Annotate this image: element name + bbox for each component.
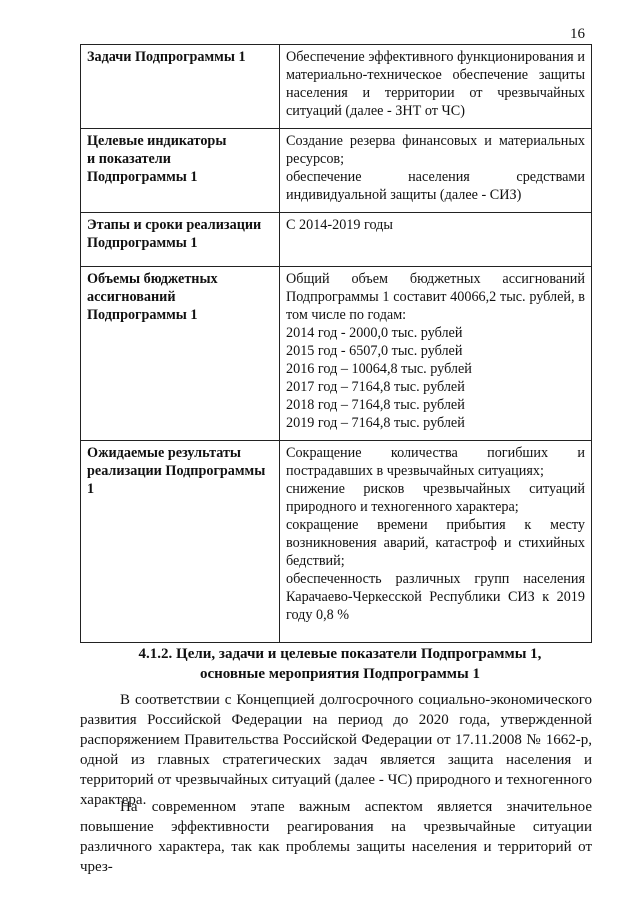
label-line: Задачи Подпрограммы 1 (87, 49, 246, 65)
row-label (81, 267, 280, 441)
row-value (280, 45, 592, 129)
row-value (280, 267, 592, 441)
value-line: сокращение времени прибытия к месту возникновения аварий, катастроф и стихийных бедствий; (286, 517, 585, 569)
row-label (81, 441, 280, 643)
value-line: 2018 год – 7164,8 тыс. рублей (286, 397, 465, 413)
label-line: Этапы и сроки реализации Подпрограммы 1 (87, 217, 262, 251)
label-line: и показатели Подпрограммы 1 (87, 151, 198, 185)
value-line: обеспечение населения средствами индивидуальной защиты (далее - СИЗ) (286, 169, 585, 203)
table-row (81, 267, 592, 441)
row-label (81, 129, 280, 213)
table-row (81, 129, 592, 213)
label-line: Ожидаемые результаты реализации Подпрограммы 1 (87, 445, 266, 497)
value-line: Общий объем бюджетных ассигнований Подпрограммы 1 составит 40066,2 тыс. рублей, в том числе по годам: (286, 271, 585, 323)
row-value (280, 441, 592, 643)
section-heading-line: 4.1.2. Цели, задачи и целевые показатели Подпрограммы 1, (138, 646, 542, 662)
value-line: 2015 год - 6507,0 тыс. рублей (286, 343, 463, 359)
value-line: снижение рисков чрезвычайных ситуаций природного и техногенного характера; (286, 481, 585, 515)
value-line: Сокращение количества погибших и пострадавших в чрезвычайных ситуациях; (286, 445, 585, 479)
subprogram-passport-table (80, 44, 592, 643)
value-line: С 2014-2019 годы (286, 217, 393, 233)
value-line: Создание резерва финансовых и материальных ресурсов; (286, 133, 585, 167)
row-value (280, 129, 592, 213)
value-line: обеспеченность различных групп населения Карачаево-Черкесской Республики СИЗ к 2019 году 0,8 % (286, 571, 585, 623)
section-heading (80, 644, 600, 684)
label-line: Целевые индикаторы (87, 133, 227, 149)
page-number: 16 (570, 26, 585, 42)
table-row (81, 441, 592, 643)
table-row (81, 213, 592, 267)
label-line: Объемы бюджетных ассигнований Подпрограммы 1 (87, 271, 218, 323)
value-line: 2019 год – 7164,8 тыс. рублей (286, 415, 465, 431)
row-label (81, 213, 280, 267)
body-paragraph: В соответствии с Концепцией долгосрочного социально-экономического развития Российской Федерации на период до 2020 года, утвержденной распоряжением Правительства Российской Федерации от 17.11.2008 № 1662-р, одной из главных стратегических задач является защита населения и территорий от чрезвычайных ситуаций (далее - ЧС) природного и техногенного характера. (80, 692, 592, 808)
body-paragraph: На современном этапе важным аспектом является значительное повышение эффективности реагирования на чрезвычайные ситуации различного характера, так как проблемы защиты населения и территорий от чрез- (80, 799, 592, 875)
value-line: 2016 год – 10064,8 тыс. рублей (286, 361, 472, 377)
table-row (81, 45, 592, 129)
section-heading-line: основные мероприятия Подпрограммы 1 (200, 666, 480, 682)
row-value (280, 213, 592, 267)
row-label (81, 45, 280, 129)
value-line: 2014 год - 2000,0 тыс. рублей (286, 325, 463, 341)
value-line: Обеспечение эффективного функционирования и материально-техническое обеспечение защиты населения и территории от чрезвычайных ситуаций (далее - ЗНТ от ЧС) (286, 49, 585, 119)
value-line: 2017 год – 7164,8 тыс. рублей (286, 379, 465, 395)
